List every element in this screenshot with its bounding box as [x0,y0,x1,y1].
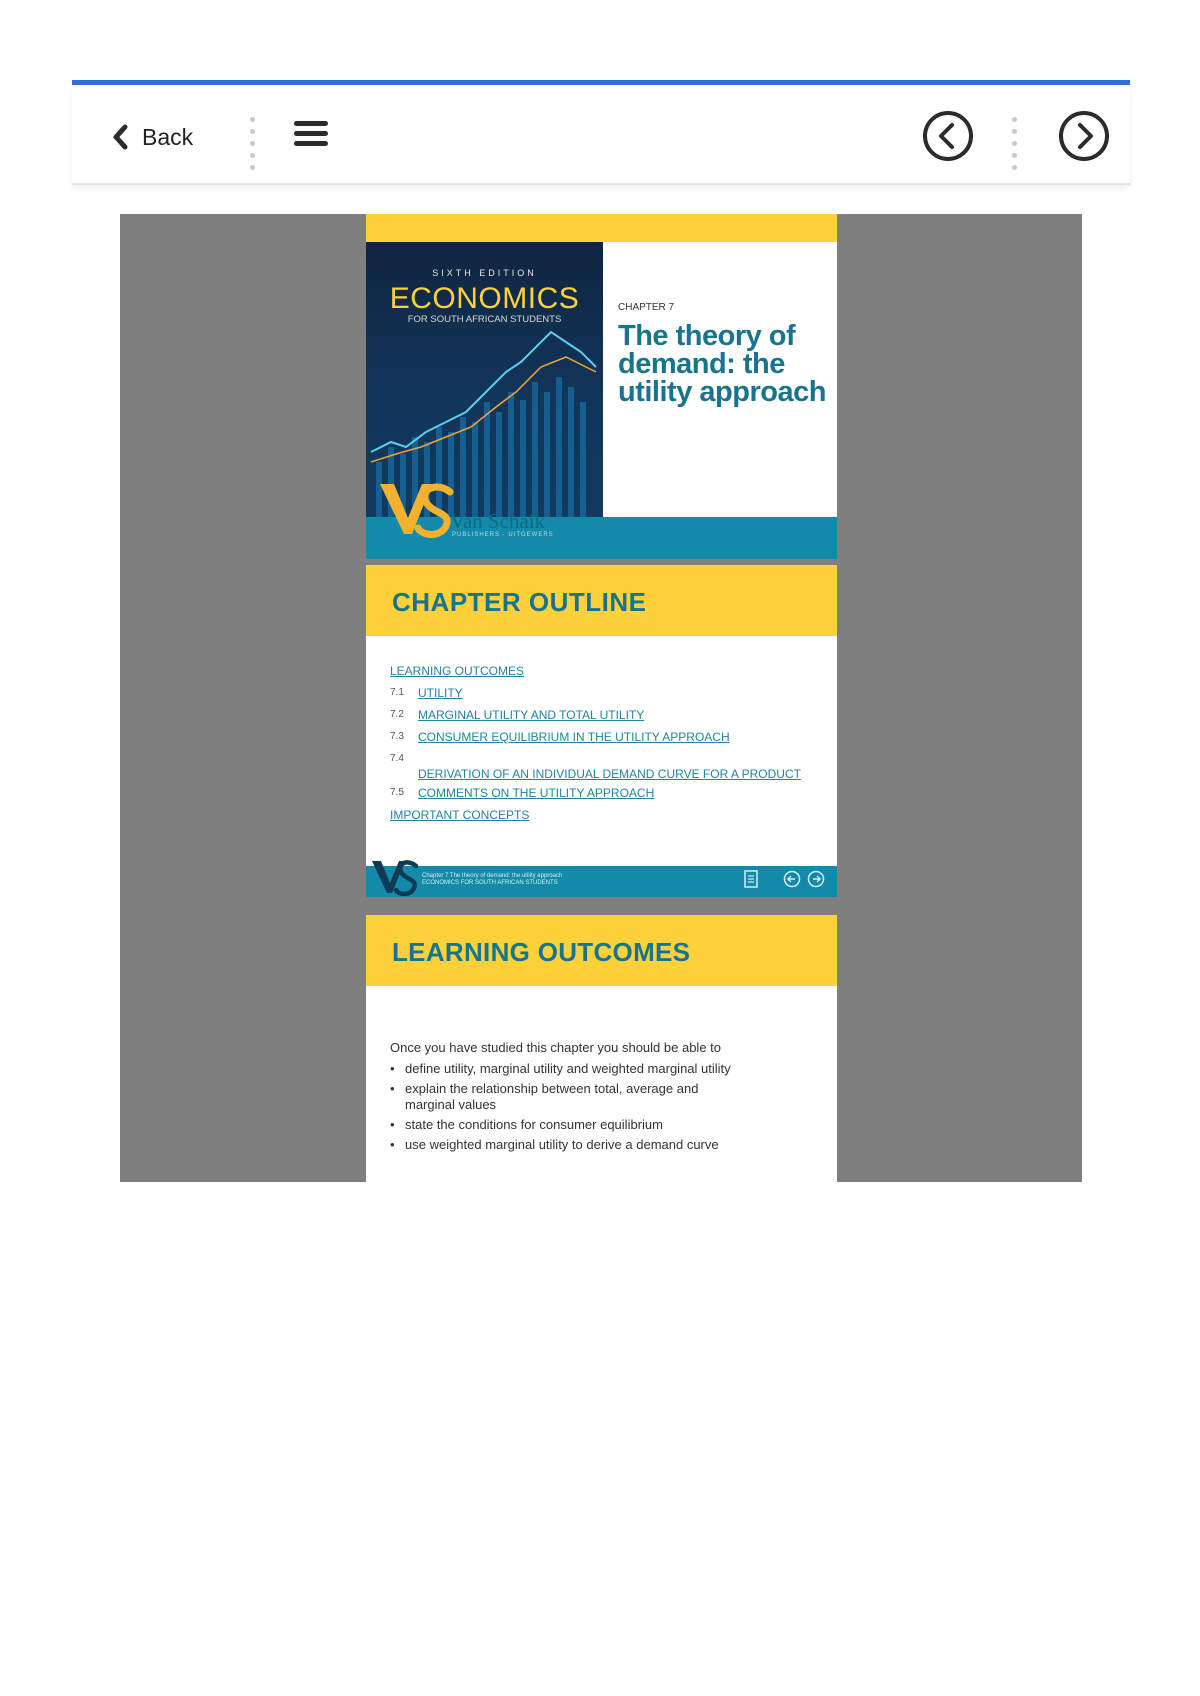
slide-cover[interactable] [366,214,837,547]
list-item: • use weighted marginal utility to derive a demand curve [390,1137,820,1153]
list-item: • explain the relationship between total, average and marginal values [390,1081,750,1113]
outcomes-intro: Once you have studied this chapter you should be able to [390,1040,721,1055]
section-number: 7.5 [390,787,404,798]
slide-column [366,214,837,1182]
list-item: • define utility, marginal utility and weighted marginal utility [390,1061,820,1077]
contents-icon[interactable] [743,870,759,888]
section-number: 7.3 [390,731,404,742]
chevron-left-icon [112,124,128,150]
book-cover-image [366,242,603,517]
outline-item[interactable] [390,726,820,748]
chapter-title-panel [603,242,837,517]
publisher-name: Van Schaik [450,509,546,533]
van-schaik-logo-icon [376,478,456,540]
circle-chevron-right-icon [1058,110,1110,162]
footer-caption: Chapter 7 The theory of demand: the utility approach ECONOMICS FOR SOUTH AFRICAN STUDENTS [422,873,563,886]
book-subtitle: FOR SOUTH AFRICAN STUDENTS [407,314,562,325]
outcomes-list [390,1061,820,1157]
menu-button[interactable] [294,121,328,151]
slide-nav-icons [743,870,825,888]
toolbar-divider [1012,117,1018,157]
outline-link[interactable]: LEARNING OUTCOMES [390,664,525,678]
section-number: 7.2 [390,709,404,720]
outline-link[interactable]: COMMENTS ON THE UTILITY APPROACH [418,786,655,800]
arrow-left-icon[interactable] [783,870,801,888]
circle-chevron-left-icon [922,110,974,162]
outline-title: CHAPTER OUTLINE [392,587,647,617]
outline-link[interactable]: IMPORTANT CONCEPTS [390,808,530,822]
slide-learning-outcomes[interactable] [366,915,837,1182]
edition-label: SIXTH EDITION [432,268,537,278]
hamburger-icon [294,121,328,126]
outline-link[interactable]: UTILITY [418,686,463,700]
outline-item[interactable] [390,782,820,804]
viewer-toolbar [72,85,1130,185]
outline-item[interactable] [390,704,820,726]
arrow-right-icon[interactable] [807,870,825,888]
stock-chart-graphic [366,242,603,517]
outline-item[interactable] [390,804,820,826]
back-label: Back [142,123,194,150]
outline-item[interactable] [390,748,820,782]
outline-link[interactable]: MARGINAL UTILITY AND TOTAL UTILITY [418,708,645,722]
slide-top-band [366,214,837,242]
list-item: • state the conditions for consumer equilibrium [390,1117,820,1133]
publisher-subtitle: PUBLISHERS · UITGEWERS [452,532,554,538]
chapter-label: CHAPTER 7 [618,302,675,313]
back-button[interactable] [112,117,193,157]
slide-chapter-outline[interactable] [366,565,837,897]
chapter-title: The theory of demand: the utility approach [618,320,826,408]
outline-item[interactable] [390,660,820,682]
slide-separator [366,897,837,915]
toolbar-divider [250,117,256,157]
outline-item[interactable] [390,682,820,704]
previous-page-button[interactable] [922,110,974,162]
book-title: ECONOMICS [389,282,580,315]
outcomes-title: LEARNING OUTCOMES [392,937,691,967]
outline-link[interactable]: CONSUMER EQUILIBRIUM IN THE UTILITY APPROACH [418,730,730,744]
section-number: 7.1 [390,687,404,698]
section-number: 7.4 [390,753,404,764]
van-schaik-logo-icon [370,857,420,897]
next-page-button[interactable] [1058,110,1110,162]
outline-list [390,660,820,826]
outline-link[interactable]: DERIVATION OF AN INDIVIDUAL DEMAND CURVE FOR A PRODUCT [418,767,801,781]
